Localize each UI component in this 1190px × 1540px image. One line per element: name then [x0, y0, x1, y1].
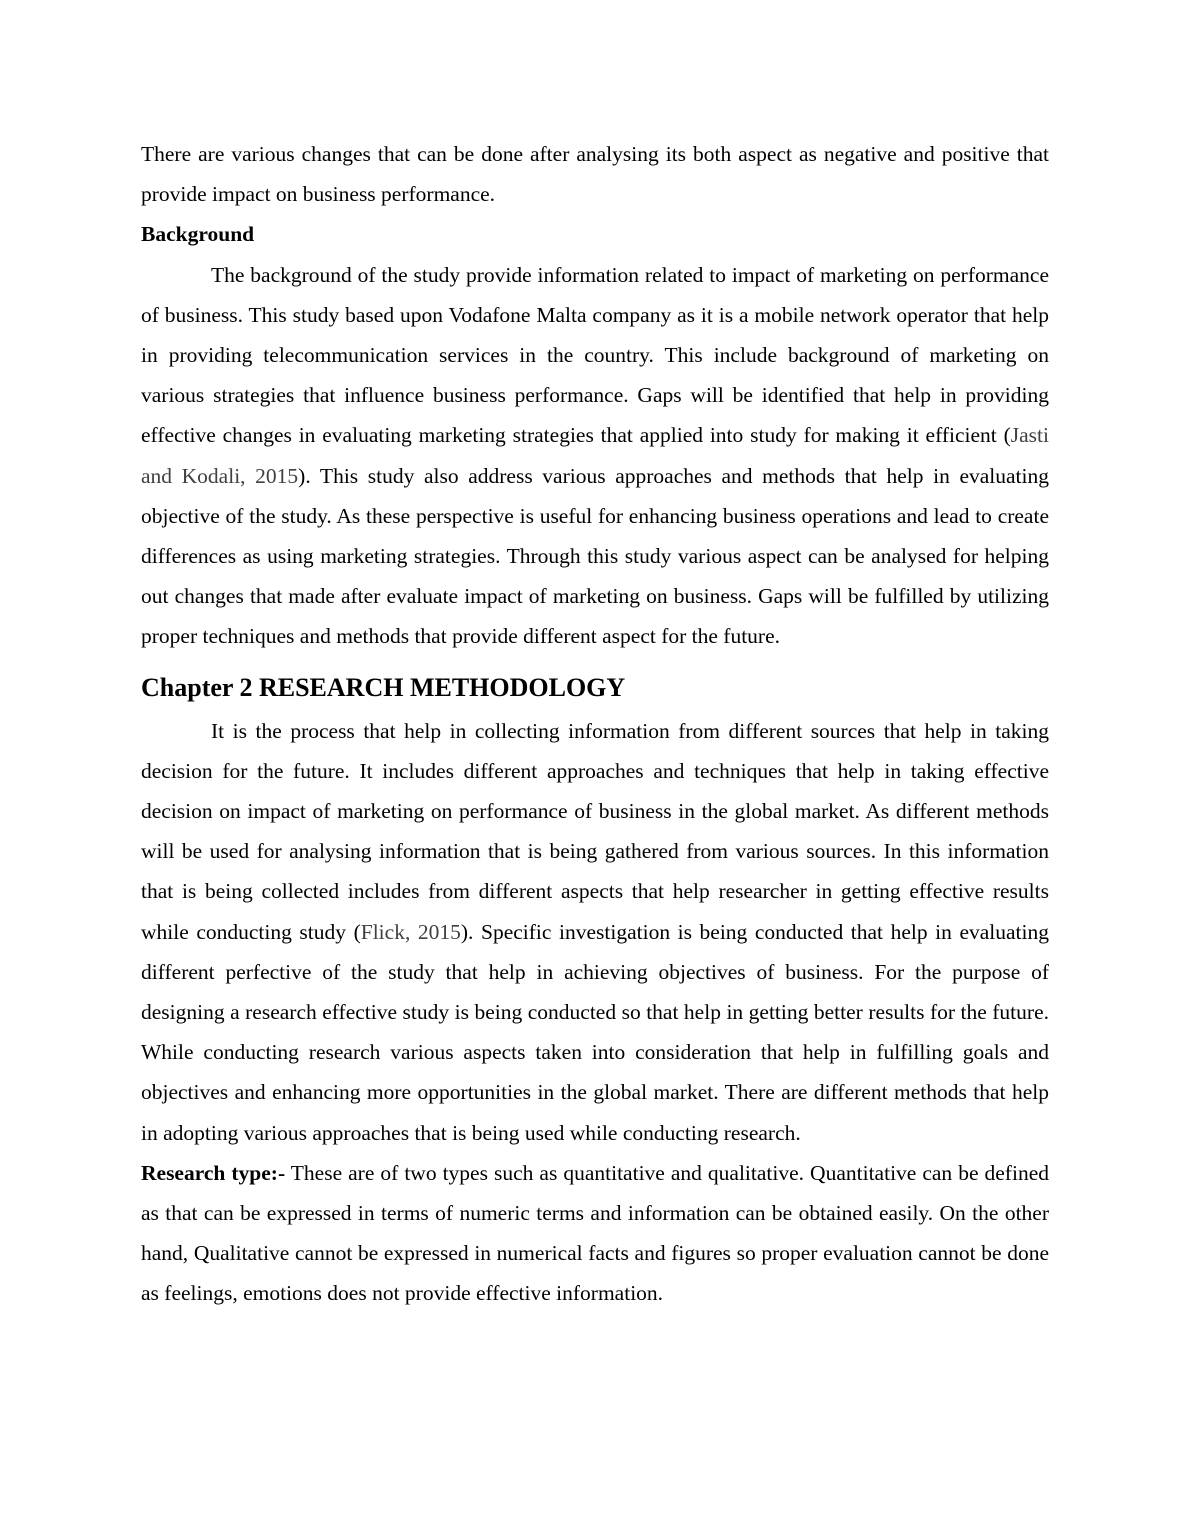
intro-paragraph: [141, 134, 1049, 214]
methodology-text-end: ). Specific investigation is being conducted that help in evaluating different perfective of the study that help in achieving objectives of business. For the purpose of designing a research effective study is being conducted so that help in getting better results for the future. While conducting research various aspects taken into consideration that help in fulfilling goals and objectives and enhancing more opportunities in the global market. There are different methods that help in adopting various approaches that is being used while conducting research.: [141, 919, 1049, 1145]
methodology-citation: Flick, 2015: [360, 919, 461, 944]
methodology-paragraph: [141, 711, 1049, 1153]
background-text-start: The background of the study provide information related to impact of marketing on performance of business. This study based upon Vodafone Malta company as it is a mobile network operator that help in providing telecommunication services in the country. This include background of marketing on various strategies that influence business performance. Gaps will be identified that help in providing effective changes in evaluating marketing strategies that applied into study for making it efficient (: [141, 262, 1049, 448]
chapter-heading: Chapter 2 RESEARCH METHODOLOGY: [141, 672, 626, 702]
background-citation: Jasti and Kodali, 2015: [141, 423, 1049, 488]
research-type-paragraph: [141, 1153, 1049, 1314]
background-text-end: ). This study also address various approaches and methods that help in evaluating objective of the study. As these perspective is useful for enhancing business operations and lead to create differences as using marketing strategies. Through this study various aspect can be analysed for helping out changes that made after evaluate impact of marketing on business. Gaps will be fulfilled by utilizing proper techniques and methods that provide different aspect for the future.: [141, 463, 1049, 649]
methodology-text-start: It is the process that help in collecting information from different sources that help in taking decision for the future. It includes different approaches and techniques that help in taking effective decision on impact of marketing on performance of business in the global market. As different methods will be used for analysing information that is being gathered from various sources. In this information that is being collected includes from different aspects that help researcher in getting effective results while conducting study (: [141, 718, 1049, 944]
intro-text: There are various changes that can be done after analysing its both aspect as negative and positive that provide impact on business performance.: [141, 142, 1049, 207]
document-page: [141, 134, 1049, 1314]
background-paragraph: [141, 255, 1049, 657]
research-type-text: These are of two types such as quantitative and qualitative. Quantitative can be defined as that can be expressed in terms of numeric terms and information can be obtained easily. On the other hand, Qualitative cannot be expressed in numerical facts and figures so proper evaluation cannot be done as feelings, emotions does not provide effective information.: [141, 1160, 1049, 1306]
research-type-label: Research type:-: [141, 1160, 286, 1185]
background-heading: Background: [141, 222, 255, 247]
